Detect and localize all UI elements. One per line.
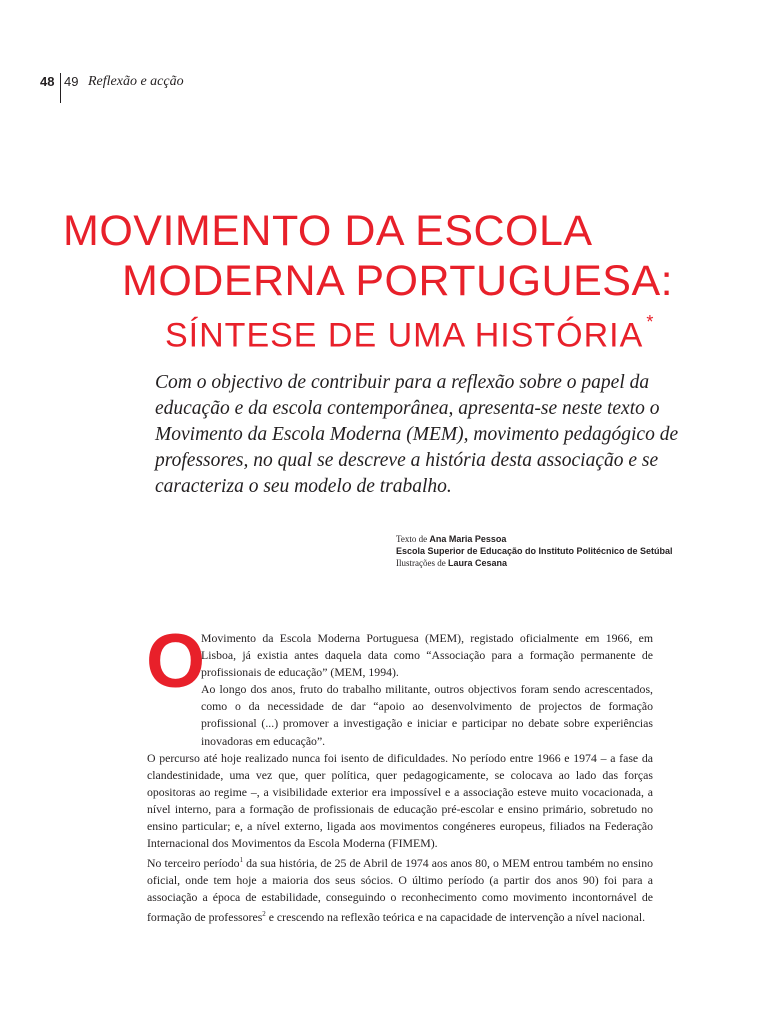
credits-illustrator-line	[396, 557, 673, 569]
article-body	[147, 630, 653, 926]
body-paragraph-4-part-3: e crescendo na reflexão teórica e na capacidade de intervenção a nível nacional.	[265, 910, 646, 925]
drop-cap: O	[146, 619, 206, 704]
article-title-line-2: MODERNA PORTUGUESA:	[122, 257, 674, 305]
footnote-ref-1: 1	[239, 856, 244, 865]
body-paragraph-1: Movimento da Escola Moderna Portuguesa (MEM), registado oficialmente em 1966, em Lisboa, já existia antes daquela data como “Associação para a formação permanente de profissionais de educação” (MEM, 1994).	[201, 631, 653, 680]
credits-author-line	[396, 533, 673, 545]
body-paragraph-4-part-1: No terceiro período	[147, 856, 240, 871]
article-subtitle-text: SÍNTESE DE UMA HISTÓRIA	[165, 316, 644, 355]
section-title: Reflexão e acção	[88, 74, 184, 89]
page-number-left: 48	[40, 74, 55, 89]
body-paragraph-2: Ao longo dos anos, fruto do trabalho militante, outros objectivos foram sendo acrescentados, como o da necessidade de dar “apoio ao desenvolvimento de projectos de formação profissional (...) promover a investigação e iniciar e participar no debate sobre experiências inovadoras em educação”.	[201, 682, 653, 748]
credits-illustrator: Laura Cesana	[447, 558, 508, 568]
credits-institution-line	[396, 545, 673, 557]
article-abstract: Com o objectivo de contribuir para a reflexão sobre o papel da educação e da escola contemporânea, apresenta-se neste texto o Movimento da Escola Moderna (MEM), movimento pedagógico de professores, no qual se descreve a história desta associação e se caracteriza o seu modelo de trabalho.	[155, 372, 679, 497]
footnote-ref-2: 2	[262, 910, 266, 919]
body-paragraph-3: O percurso até hoje realizado nunca foi isento de dificuldades. No período entre 1966 e 1974 – a fase da clandestinidade, uma vez que, quer política, quer pedagogicamente, se colocava ao lado das forças opositoras ao regime –, a visibilidade exterior era impossível e a associação esteve muito vocacionada, a nível interno, para a formação de profissionais de educação pré-escolar e ensino primário, sobretudo no ensino particular; e, a nível externo, ligada aos movimentos congéneres europeus, filiados na Federação Internacional dos Movimentos da Escola Moderna (FIMEM).	[147, 750, 653, 851]
article-credits	[396, 533, 673, 569]
credits-illustration-label: Ilustrações de	[396, 558, 446, 568]
page-number-right: 49	[64, 74, 79, 89]
page-number-divider	[60, 73, 61, 103]
credits-author: Ana Maria Pessoa	[429, 534, 507, 544]
body-paragraph-4	[147, 852, 653, 926]
credits-institution: Escola Superior de Educação do Instituto Politécnico de Setúbal	[396, 546, 673, 556]
article-subtitle	[165, 306, 654, 357]
article-title-line-1: MOVIMENTO DA ESCOLA	[63, 207, 593, 255]
title-footnote-asterisk: *	[646, 312, 655, 332]
credits-text-label: Texto de	[396, 534, 428, 544]
body-paragraph-4-part-2: da sua história, de 25 de Abril de 1974 aos anos 80, o MEM entrou também no ensino oficial, onde tem hoje a maioria dos seus sócios. O último período (a partir dos anos 90) foi para a associação a época de estabilidade, conseguindo o reconhecimento como movimento incontornável de formação de professores	[147, 856, 653, 925]
